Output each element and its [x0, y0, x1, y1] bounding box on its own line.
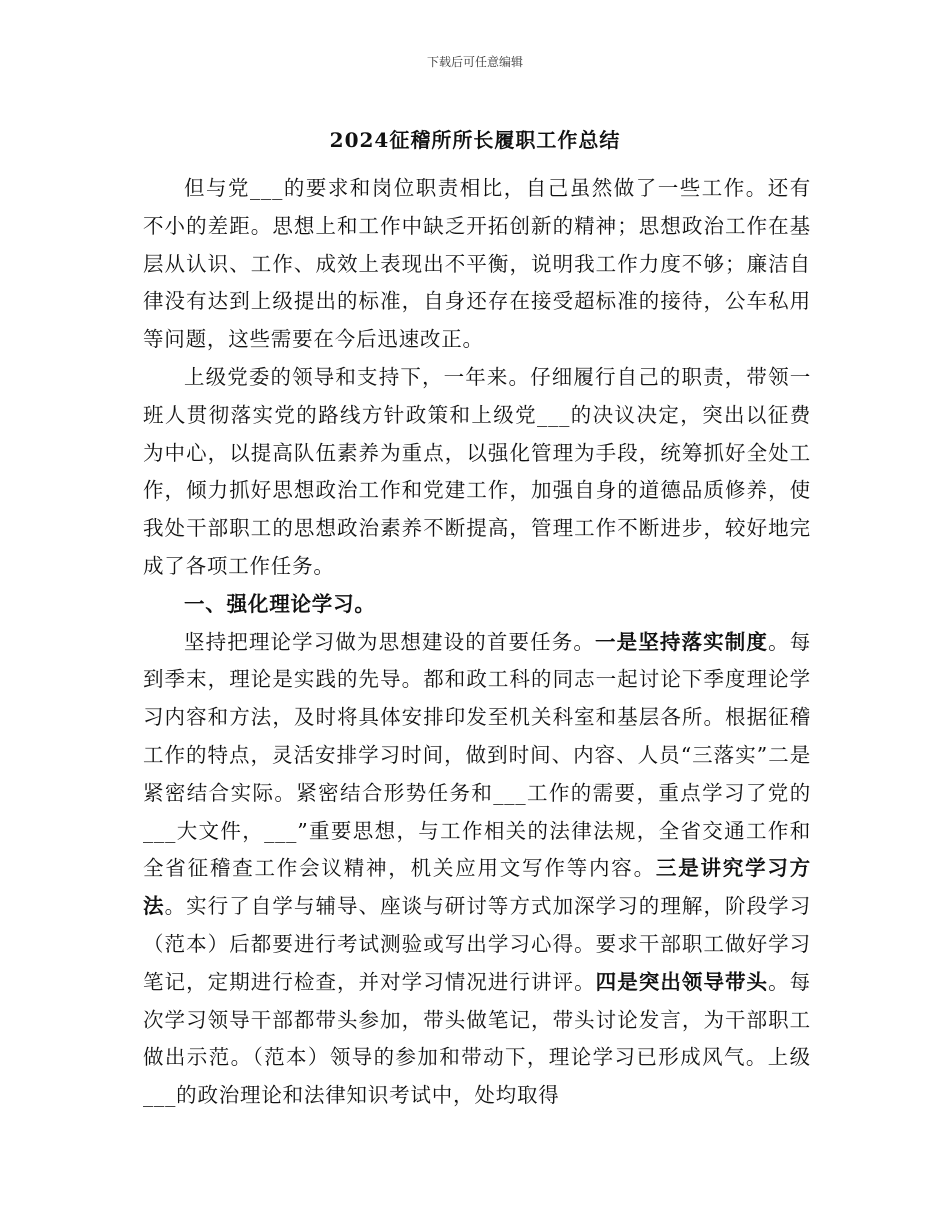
point-3-text: 。实行了自学与辅导、座谈与研讨等方式加深学习的理解，阶段学习（范本）后都要进行考试测验或写出学习心得。要求干部职工做好学习笔记，定期进行检查，并对学习情况进行讲评。	[143, 894, 811, 994]
point-3-title: 三是讲究学习方法	[143, 856, 811, 919]
paragraph-3-intro: 坚持把理论学习做为思想建设的首要任务。	[184, 629, 595, 654]
document-body	[143, 170, 811, 1115]
point-4-text: 。每次学习领导干部都带头参加，带头做笔记，带头讨论发言，为干部职工做出示范。（范本）领导的参加和带动下，理论学习已形成风气。上级___的政治理论和法律知识考试中，处均取得	[143, 969, 811, 1108]
document-title: 2024征稽所所长履职工作总结	[329, 128, 621, 152]
section-heading-1: 一、强化理论学习。	[184, 591, 376, 616]
point-1-text: 。每到季末，理论是实践的先导。都和政工科的同志一起讨论下季度理论学习内容和方法，及时将具体安排印发至机关科室和基层各所。根据征稽工作的特点，灵活安排学习时间，做到时间、内容、人员“三落实”二是紧密结合实际。紧密结合形势任务和___工作的需要，重点学习了党的___大文件，___”重要思想，与工作相关的法律法规，全省交通工作和全省征稽查工作会议精神，机关应用文写作等内容。	[143, 629, 811, 881]
paragraph-2: 上级党委的领导和支持下，一年来。仔细履行自己的职责，带领一班人贯彻落实党的路线方针政策和上级党___的决议决定，突出以征费为中心，以提高队伍素养为重点，以强化管理为手段，统筹抓好全处工作，倾力抓好思想政治工作和党建工作，加强自身的道德品质修养，使我处干部职工的思想政治素养不断提高，管理工作不断进步，较好地完成了各项工作任务。	[143, 364, 811, 578]
point-1-title: 一是坚持落实制度	[595, 629, 769, 654]
header-note: 下载后可任意编辑	[426, 55, 523, 69]
paragraph-1: 但与党___的要求和岗位职责相比，自己虽然做了一些工作。还有不小的差距。思想上和工作中缺乏开拓创新的精神；思想政治工作在基层从认识、工作、成效上表现出不平衡，说明我工作力度不够；廉洁自律没有达到上级提出的标准，自身还存在接受超标准的接待，公车私用等问题，这些需要在今后迅速改正。	[143, 176, 811, 352]
point-4-title: 四是突出领导带头	[595, 969, 769, 994]
paragraph-3	[143, 624, 811, 1115]
